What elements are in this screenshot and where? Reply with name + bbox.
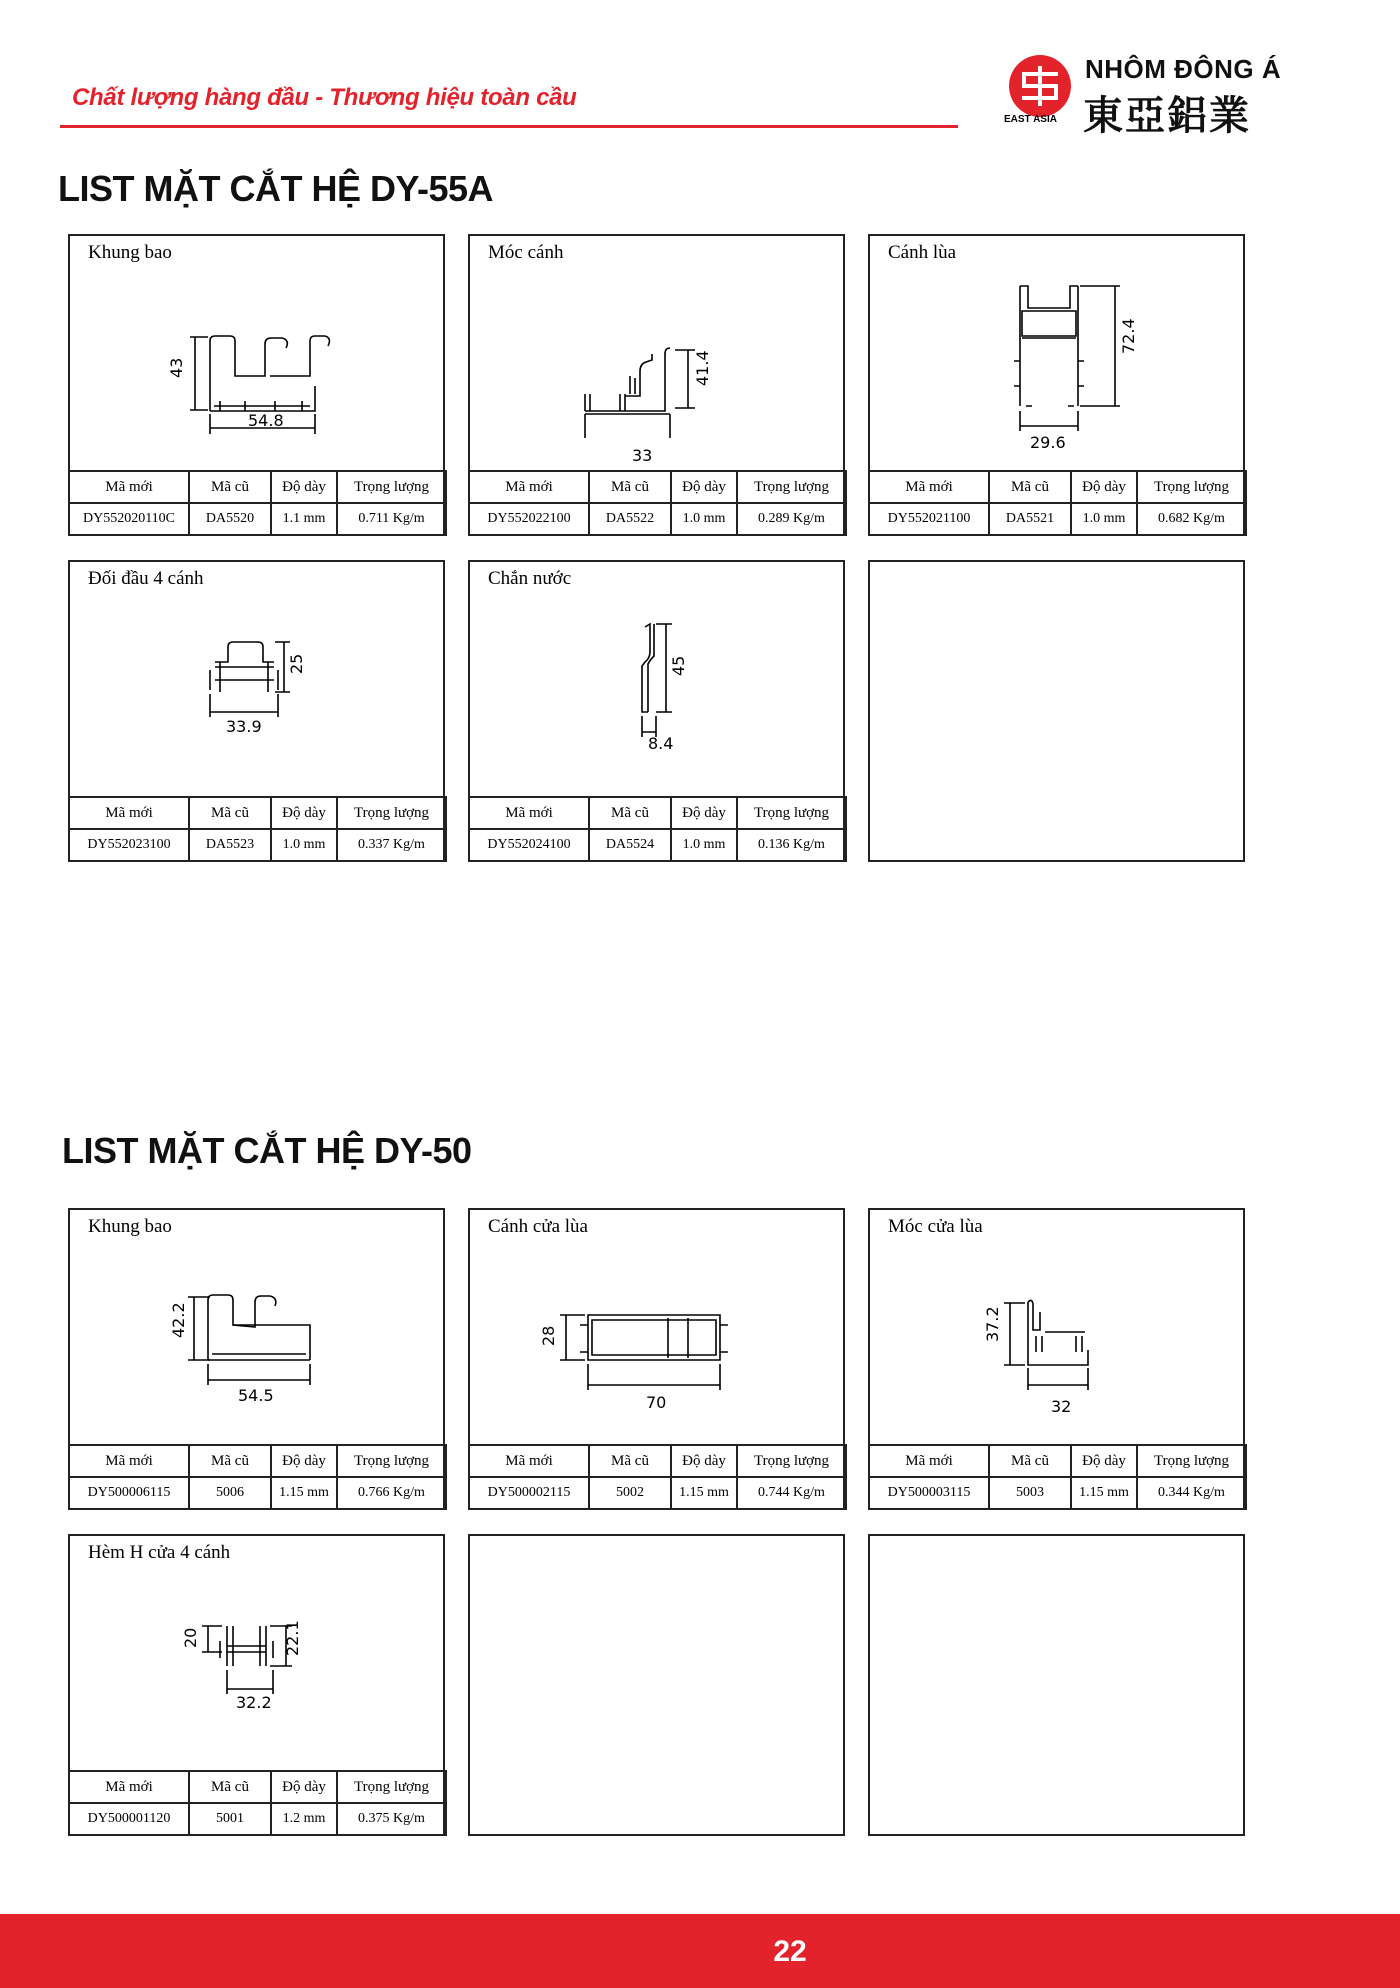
spec-table <box>68 1770 447 1836</box>
profile-name: Cánh cửa lùa <box>488 1216 588 1237</box>
profile-card <box>68 234 445 536</box>
dim-width: 32 <box>1051 1397 1072 1416</box>
profile-name: Khung bao <box>88 1216 172 1237</box>
profile-card <box>868 234 1245 536</box>
weight: 0.744 Kg/m <box>737 1477 846 1509</box>
header-trong-luong: Trọng lượng <box>337 1771 446 1803</box>
profile-name: Cánh lùa <box>888 242 957 263</box>
tagline: Chất lượng hàng đầu - Thương hiệu toàn cầu <box>72 84 577 111</box>
empty-card <box>868 560 1245 862</box>
weight: 0.375 Kg/m <box>337 1803 446 1835</box>
dim-height: 43 <box>167 357 186 378</box>
dim-width: 54.5 <box>238 1386 274 1405</box>
tagline-rule <box>60 125 958 128</box>
header-do-day: Độ dày <box>1071 1445 1137 1477</box>
empty-card <box>868 1534 1245 1836</box>
profile-card <box>468 560 845 862</box>
code-old: 5003 <box>989 1477 1071 1509</box>
profile-name: Móc cửa lùa <box>888 1216 983 1237</box>
spec-table <box>68 1444 447 1510</box>
spec-table <box>468 470 847 536</box>
dim-height-right: 22.1 <box>283 1620 302 1656</box>
header-ma-cu: Mã cũ <box>189 1445 271 1477</box>
profile-drawing <box>70 592 443 792</box>
dim-width: 54.8 <box>248 411 284 430</box>
weight: 0.136 Kg/m <box>737 829 846 861</box>
code-new: DY500001120 <box>69 1803 189 1835</box>
profile-name: Chắn nước <box>488 568 572 589</box>
code-old: 5002 <box>589 1477 671 1509</box>
code-old: DA5522 <box>589 503 671 535</box>
page-number: 22 <box>773 1935 807 1968</box>
code-new: DY552024100 <box>469 829 589 861</box>
weight: 0.711 Kg/m <box>337 503 446 535</box>
weight: 0.682 Kg/m <box>1137 503 1246 535</box>
dim-height: 28 <box>539 1325 558 1346</box>
profile-card <box>68 1208 445 1510</box>
profile-card <box>68 1534 445 1836</box>
header-trong-luong: Trọng lượng <box>337 471 446 503</box>
profile-drawing <box>470 592 843 792</box>
code-old: DA5523 <box>189 829 271 861</box>
spec-table <box>868 1444 1247 1510</box>
dim-height: 25 <box>287 653 306 674</box>
header-ma-cu: Mã cũ <box>589 797 671 829</box>
header-do-day: Độ dày <box>271 797 337 829</box>
profile-card <box>868 1208 1245 1510</box>
header-do-day: Độ dày <box>671 1445 737 1477</box>
header-ma-moi: Mã mới <box>469 1445 589 1477</box>
header-trong-luong: Trọng lượng <box>737 1445 846 1477</box>
thickness: 1.15 mm <box>271 1477 337 1509</box>
header-ma-cu: Mã cũ <box>589 1445 671 1477</box>
header-trong-luong: Trọng lượng <box>1137 1445 1246 1477</box>
brand-name: NHÔM ĐÔNG Á <box>1085 54 1282 84</box>
east-asia-logo-icon <box>1008 54 1072 118</box>
code-new: DY500002115 <box>469 1477 589 1509</box>
header-ma-cu: Mã cũ <box>589 471 671 503</box>
header-ma-moi: Mã mới <box>69 1771 189 1803</box>
header-ma-moi: Mã mới <box>869 1445 989 1477</box>
header-do-day: Độ dày <box>1071 471 1137 503</box>
thickness: 1.0 mm <box>671 503 737 535</box>
brand-cjk: 東亞鋁業 <box>1083 93 1251 139</box>
spec-table <box>468 796 847 862</box>
thickness: 1.2 mm <box>271 1803 337 1835</box>
profile-name: Khung bao <box>88 242 172 263</box>
header-ma-moi: Mã mới <box>469 797 589 829</box>
header-ma-cu: Mã cũ <box>189 1771 271 1803</box>
header-ma-cu: Mã cũ <box>989 1445 1071 1477</box>
profile-name: Hèm H cửa 4 cánh <box>88 1542 231 1563</box>
header-ma-moi: Mã mới <box>69 1445 189 1477</box>
dim-height: 72.4 <box>1119 318 1138 354</box>
header-do-day: Độ dày <box>671 797 737 829</box>
code-new: DY552020110C <box>69 503 189 535</box>
header-do-day: Độ dày <box>271 1445 337 1477</box>
header-ma-moi: Mã mới <box>69 471 189 503</box>
dim-height: 37.2 <box>983 1306 1002 1342</box>
header-ma-cu: Mã cũ <box>989 471 1071 503</box>
dim-width: 8.4 <box>648 734 674 753</box>
code-old: DA5524 <box>589 829 671 861</box>
thickness: 1.15 mm <box>671 1477 737 1509</box>
weight: 0.337 Kg/m <box>337 829 446 861</box>
profile-card <box>68 560 445 862</box>
section-title-dy55a: LIST MẶT CẮT HỆ DY-55A <box>58 168 494 209</box>
code-old: 5006 <box>189 1477 271 1509</box>
code-new: DY500003115 <box>869 1477 989 1509</box>
header-do-day: Độ dày <box>271 1771 337 1803</box>
profile-drawing <box>470 1240 843 1440</box>
weight: 0.289 Kg/m <box>737 503 846 535</box>
header-ma-moi: Mã mới <box>69 797 189 829</box>
dim-height: 45 <box>669 655 688 676</box>
thickness: 1.1 mm <box>271 503 337 535</box>
code-old: DA5520 <box>189 503 271 535</box>
dim-width: 32.2 <box>236 1693 272 1712</box>
empty-card <box>468 1534 845 1836</box>
weight: 0.344 Kg/m <box>1137 1477 1246 1509</box>
header-do-day: Độ dày <box>671 471 737 503</box>
header-ma-moi: Mã mới <box>469 471 589 503</box>
thickness: 1.0 mm <box>1071 503 1137 535</box>
header-ma-cu: Mã cũ <box>189 797 271 829</box>
header-trong-luong: Trọng lượng <box>337 797 446 829</box>
header-ma-moi: Mã mới <box>869 471 989 503</box>
spec-table <box>868 470 1247 536</box>
profile-card <box>468 1208 845 1510</box>
header-do-day: Độ dày <box>271 471 337 503</box>
profile-drawing <box>70 1240 443 1440</box>
profile-drawing <box>70 1566 443 1766</box>
code-new: DY500006115 <box>69 1477 189 1509</box>
profile-name: Móc cánh <box>488 242 564 263</box>
section-title-dy50: LIST MẶT CẮT HỆ DY-50 <box>62 1130 472 1171</box>
profile-name: Đối đầu 4 cánh <box>88 568 204 589</box>
weight: 0.766 Kg/m <box>337 1477 446 1509</box>
brand-sub: EAST ASIA <box>1004 114 1057 125</box>
dim-width: 33 <box>632 446 653 465</box>
header-trong-luong: Trọng lượng <box>337 1445 446 1477</box>
header-ma-cu: Mã cũ <box>189 471 271 503</box>
header-trong-luong: Trọng lượng <box>1137 471 1246 503</box>
spec-table <box>68 796 447 862</box>
thickness: 1.15 mm <box>1071 1477 1137 1509</box>
profile-drawing <box>870 266 1243 466</box>
dim-height: 41.4 <box>693 350 712 386</box>
profile-drawing <box>870 1240 1243 1440</box>
dim-width: 29.6 <box>1030 433 1066 452</box>
thickness: 1.0 mm <box>271 829 337 861</box>
dim-height: 42.2 <box>169 1302 188 1338</box>
profile-card <box>468 234 845 536</box>
spec-table <box>468 1444 847 1510</box>
header-trong-luong: Trọng lượng <box>737 797 846 829</box>
code-new: DY552023100 <box>69 829 189 861</box>
dim-width: 33.9 <box>226 717 262 736</box>
code-old: 5001 <box>189 1803 271 1835</box>
spec-table <box>68 470 447 536</box>
profile-drawing <box>70 266 443 466</box>
profile-drawing <box>470 266 843 466</box>
header-trong-luong: Trọng lượng <box>737 471 846 503</box>
code-old: DA5521 <box>989 503 1071 535</box>
code-new: DY552021100 <box>869 503 989 535</box>
dim-width: 70 <box>646 1393 667 1412</box>
dim-height-left: 20 <box>181 1627 200 1648</box>
thickness: 1.0 mm <box>671 829 737 861</box>
code-new: DY552022100 <box>469 503 589 535</box>
